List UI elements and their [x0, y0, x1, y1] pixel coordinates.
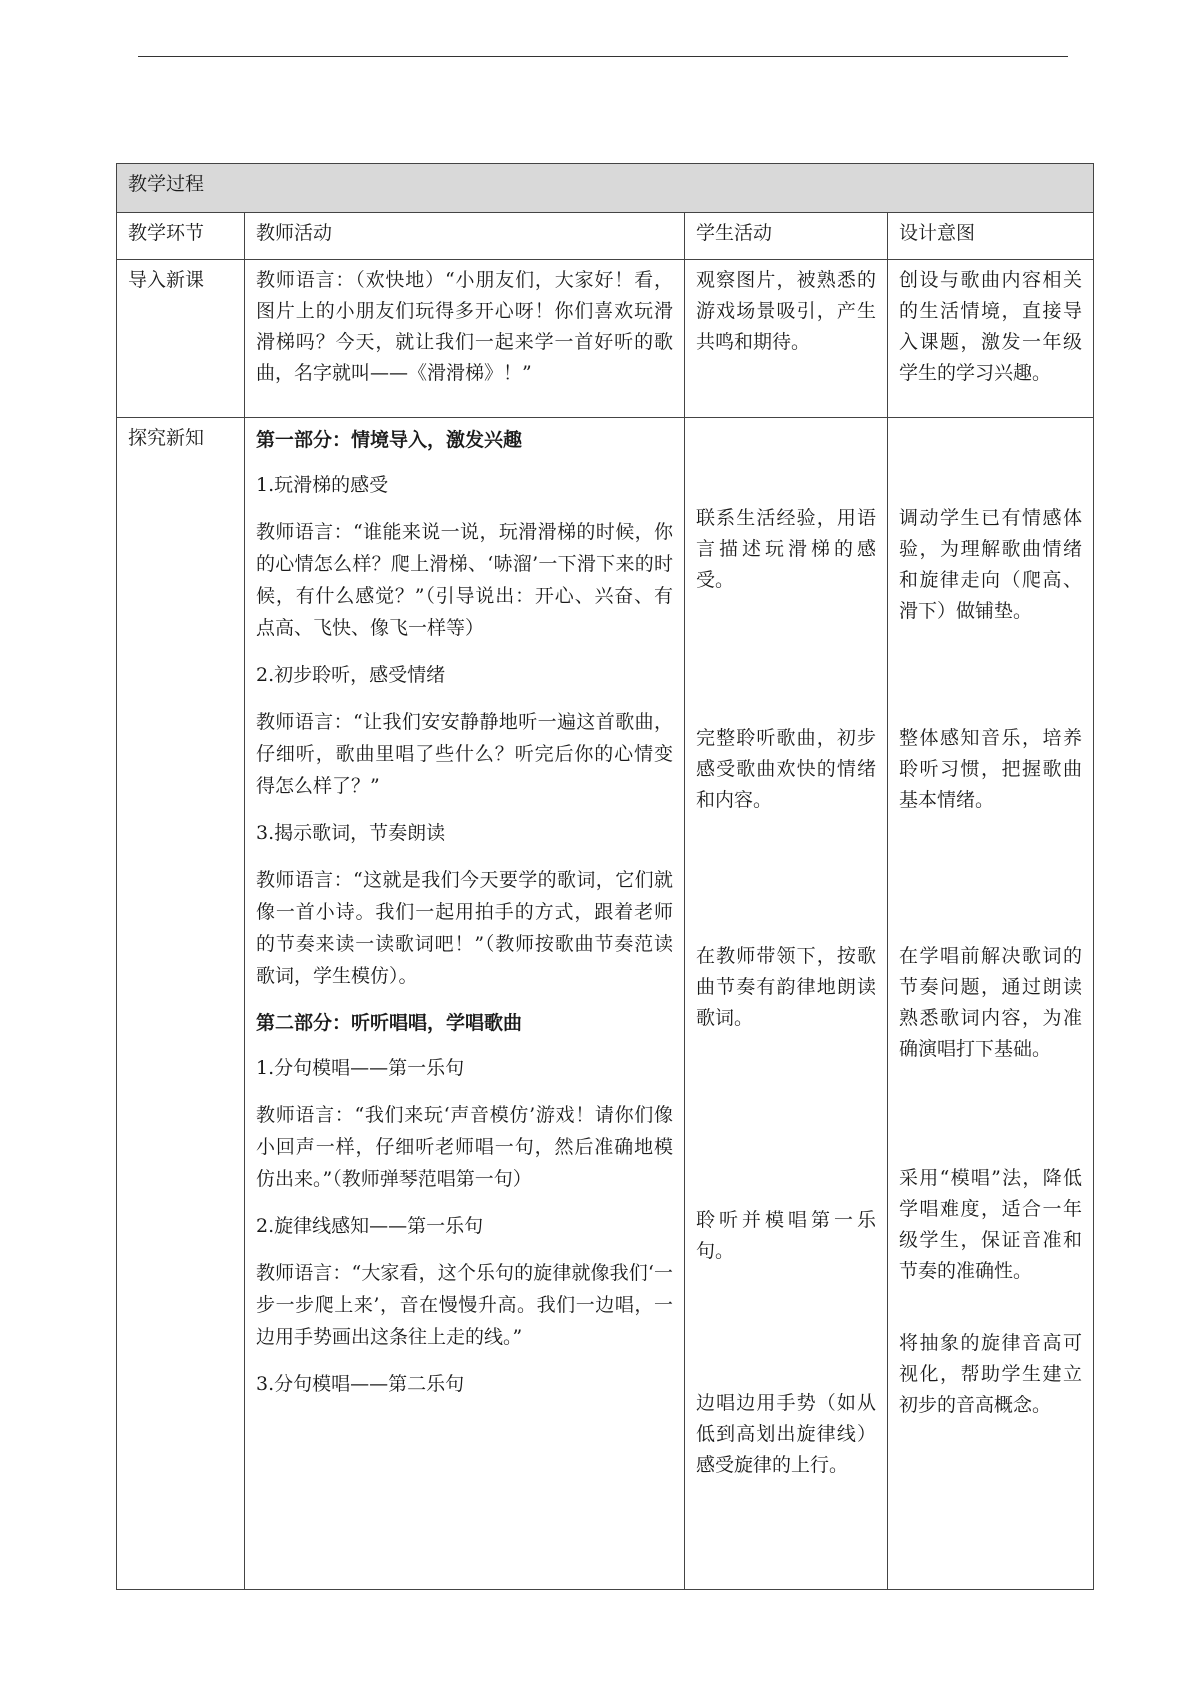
student-activity: 聆听并模唱第一乐句。 [696, 1209, 876, 1262]
student-activity: 完整聆听歌曲，初步感受歌曲欢快的情绪和内容。 [696, 727, 876, 811]
teacher-speech: 教师语言：“让我们安安静静地听一遍这首歌曲，仔细听，歌曲里唱了些什么？听完后你的心情变得怎么样了？” [256, 711, 673, 797]
table-title-row [117, 164, 1094, 213]
table-title: 教学过程 [117, 164, 1094, 213]
student-activity: 边唱边用手势（如从低到高划出旋律线）感受旋律的上行。 [696, 1392, 876, 1476]
explore-stage: 探究新知 [117, 418, 245, 1590]
teacher-speech: 教师语言：“这就是我们今天要学的歌词，它们就像一首小诗。我们一起用拍手的方式，跟着老师的节奏来读一读歌词吧！”（教师按歌曲节奏范读歌词，学生模仿）。 [256, 869, 673, 987]
step-heading: 2.旋律线感知——第一乐句 [256, 1215, 484, 1237]
explore-intent [888, 418, 1094, 1590]
step-heading: 1.分句模唱——第一乐句 [256, 1057, 465, 1079]
design-intent: 采用“模唱”法，降低学唱难度，适合一年级学生，保证音准和节奏的准确性。 [899, 1167, 1083, 1282]
header-student: 学生活动 [685, 213, 888, 260]
table-row-explore [117, 418, 1094, 1590]
intro-intent: 创设与歌曲内容相关的生活情境，直接导入课题，激发一年级学生的学习兴趣。 [888, 260, 1094, 418]
part-two-heading: 第二部分：听听唱唱，学唱歌曲 [256, 1012, 523, 1034]
table-header-row [117, 213, 1094, 260]
design-intent: 将抽象的旋律音高可视化，帮助学生建立初步的音高概念。 [899, 1332, 1083, 1416]
teacher-speech: 教师语言：“我们来玩‘声音模仿’游戏！请你们像小回声一样，仔细听老师唱一句，然后准确地模仿出来。”（教师弹琴范唱第一句） [256, 1104, 673, 1190]
step-heading: 2.初步聆听，感受情绪 [256, 664, 446, 686]
design-intent: 在学唱前解决歌词的节奏问题，通过朗读熟悉歌词内容，为准确演唱打下基础。 [899, 945, 1083, 1060]
table-row-intro [117, 260, 1094, 418]
intro-student: 观察图片，被熟悉的游戏场景吸引，产生共鸣和期待。 [685, 260, 888, 418]
student-activity: 在教师带领下，按歌曲节奏有韵律地朗读歌词。 [696, 945, 876, 1029]
explore-student [685, 418, 888, 1590]
teacher-speech: 教师语言：“大家看，这个乐句的旋律就像我们‘一步一步爬上来’，音在慢慢升高。我们一边唱，一边用手势画出这条往上走的线。” [256, 1262, 673, 1348]
intro-teacher: 教师语言：（欢快地）“小朋友们，大家好！看，图片上的小朋友们玩得多开心呀！你们喜欢玩滑滑梯吗？今天，就让我们一起来学一首好听的歌曲，名字就叫——《滑滑梯》！” [245, 260, 685, 418]
step-heading: 1.玩滑梯的感受 [256, 474, 389, 496]
step-heading: 3.揭示歌词，节奏朗读 [256, 822, 446, 844]
header-intent: 设计意图 [888, 213, 1094, 260]
student-activity: 联系生活经验，用语言描述玩滑梯的感受。 [696, 507, 876, 591]
intro-stage: 导入新课 [117, 260, 245, 418]
header-teacher: 教师活动 [245, 213, 685, 260]
design-intent: 调动学生已有情感体验，为理解歌曲情绪和旋律走向（爬高、滑下）做铺垫。 [899, 507, 1083, 622]
step-heading: 3.分句模唱——第二乐句 [256, 1373, 465, 1395]
teaching-process-table [116, 163, 1094, 1590]
design-intent: 整体感知音乐，培养聆听习惯，把握歌曲基本情绪。 [899, 727, 1083, 811]
header-stage: 教学环节 [117, 213, 245, 260]
part-one-heading: 第一部分：情境导入，激发兴趣 [256, 429, 523, 451]
teacher-speech: 教师语言：“谁能来说一说，玩滑滑梯的时候，你的心情怎么样？爬上滑梯、‘哧溜’一下滑下来的时候，有什么感觉？”（引导说出：开心、兴奋、有点高、飞快、像飞一样等） [256, 521, 673, 639]
explore-teacher [245, 418, 685, 1590]
header-rule [138, 56, 1068, 57]
